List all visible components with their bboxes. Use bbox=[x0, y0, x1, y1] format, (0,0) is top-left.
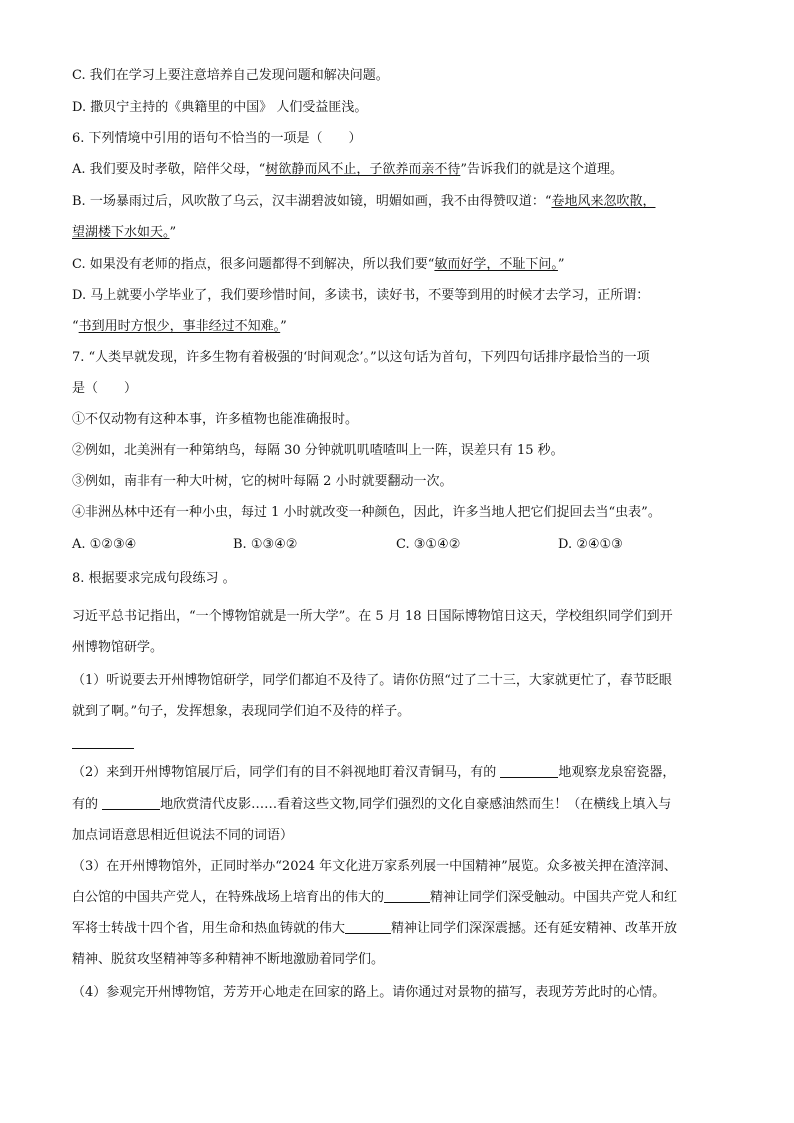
q7-stem-continued: 是（ ） bbox=[72, 381, 138, 396]
q5-option-c: C. 我们在学习上要注意培养自己发现问题和解决问题。 bbox=[72, 68, 389, 83]
q7-option-d: D. ②④①③ bbox=[558, 537, 623, 552]
q8-part3-text-c: 军将士转战十四个省，用生命和热血铸就的伟大 bbox=[72, 921, 346, 936]
fill-blank-2[interactable] bbox=[102, 796, 160, 810]
q8-stem: 8. 根据要求完成句段练习 。 bbox=[72, 571, 236, 586]
q7-option-a: A. ①②③④ bbox=[72, 537, 137, 552]
q6-option-a bbox=[72, 161, 623, 179]
q6-option-d-continued bbox=[72, 318, 287, 336]
q6-option-d-suffix: ” bbox=[280, 319, 287, 334]
q8-part3: （3）在开州博物馆外，正同时举办“2024 年文化进万家系列展一中国精神”展览。众多被关押在渣滓洞、 bbox=[72, 859, 677, 874]
q7-sentence-2: ②例如，北美洲有一种第纳鸟，每隔 30 分钟就叽叽喳喳叫上一阵，误差只有 15 秒。 bbox=[72, 443, 564, 458]
fill-blank-3[interactable] bbox=[384, 889, 430, 903]
q7-option-b: B. ①③④② bbox=[233, 537, 298, 552]
fill-blank-1[interactable] bbox=[500, 764, 558, 778]
q6-option-c bbox=[72, 256, 565, 274]
q8-intro: 习近平总书记指出，“一个博物馆就是一所大学”。在 5 月 18 日国际博物馆日这天，学校组织同学们到开 bbox=[72, 609, 673, 624]
q8-part2 bbox=[72, 764, 675, 782]
q6-option-b-quote-part1: 卷地风来忽吹散， bbox=[551, 194, 656, 209]
q6-option-b-continued bbox=[72, 224, 176, 242]
q8-part1: （1）听说要去开州博物馆研学，同学们都迫不及待了。请你仿照“过了二十三，大家就更忙了，春节眨眼 bbox=[72, 673, 672, 688]
q6-option-d-prefix: “ bbox=[72, 319, 79, 334]
q6-option-b-prefix: B. 一场暴雨过后，风吹散了乌云，汉丰湖碧波如镜，明媚如画，我不由得赞叹道：“ bbox=[72, 194, 552, 209]
q7-sentence-4: ④非洲丛林中还有一种小虫，每过 1 小时就改变一种颜色，因此，许多当地人把它们捉回去当“虫表”。 bbox=[72, 505, 661, 520]
q8-part2-text-d: 地欣赏清代皮影……看着这些文物,同学们强烈的文化自豪感油然而生！（在横线上填入与 bbox=[160, 797, 672, 812]
q6-option-a-suffix: ”告诉我们的就是这个道理。 bbox=[460, 162, 623, 177]
fill-blank-4[interactable] bbox=[345, 920, 391, 934]
q8-part4: （4）参观完开州博物馆，芳芳开心地走在回家的路上。请你通过对景物的描写，表现芳芳此时的心情。 bbox=[72, 985, 666, 1000]
answer-line[interactable] bbox=[72, 748, 134, 749]
q8-part3-text-b: 精神让同学们深受触动。中国共产党人和红 bbox=[430, 890, 678, 905]
q7-sentence-1: ①不仅动物有这种本事，许多植物也能准确报时。 bbox=[72, 412, 359, 427]
q7-stem: 7. “人类早就发现，许多生物有着极强的‘时间观念’。”以这句话为首句，下列四句话排序最恰当的一项 bbox=[72, 350, 650, 365]
q5-option-d: D. 撒贝宁主持的《典籍里的中国》 人们受益匪浅。 bbox=[72, 100, 368, 115]
q8-part3-line2 bbox=[72, 889, 677, 907]
q6-stem: 6. 下列情境中引用的语句不恰当的一项是（ ） bbox=[72, 131, 362, 146]
q6-option-c-suffix: ” bbox=[557, 257, 565, 272]
q6-option-d: D. 马上就要小学毕业了，我们要珍惜时间，多读书，读好书，不要等到用的时候才去学习，正所谓： bbox=[72, 288, 650, 303]
q6-option-b-quote-part2: 望湖楼下水如天。 bbox=[72, 225, 170, 240]
q8-intro-continued: 州博物馆研学。 bbox=[72, 640, 164, 655]
q8-part3-text-d: 精神让同学们深深震撼。还有延安精神、改革开放 bbox=[391, 921, 678, 936]
q8-part3-line4: 精神、脱贫攻坚精神等多种精神不断地激励着同学们。 bbox=[72, 952, 385, 967]
q6-option-d-quote: 书到用时方恨少，事非经过不知难。 bbox=[78, 319, 281, 334]
q6-option-c-prefix: C. 如果没有老师的指点，很多问题都得不到解决，所以我们要“ bbox=[72, 257, 435, 272]
q8-part2-text-c: 有的 bbox=[72, 797, 99, 812]
q6-option-b-suffix: ” bbox=[169, 225, 177, 240]
q8-part1-continued: 就到了啊。”句子，发挥想象，表现同学们迫不及待的样子。 bbox=[72, 704, 411, 719]
q6-option-c-quote: 敏而好学，不耻下问。 bbox=[434, 257, 558, 272]
q6-option-a-quote: 树欲静而风不止，子欲养而亲不待 bbox=[265, 162, 461, 177]
q8-part2-text-a: （2）来到开州博物馆展厅后，同学们有的目不斜视地盯着汉青铜马，有的 bbox=[72, 765, 497, 780]
q7-option-c: C. ③①④② bbox=[396, 537, 461, 552]
q8-part2-text-b: 地观察龙泉窑瓷器， bbox=[558, 765, 676, 780]
q8-part2-continued bbox=[72, 796, 671, 814]
q6-option-b bbox=[72, 193, 655, 211]
q6-option-a-prefix: A. 我们要及时孝敬，陪伴父母，“ bbox=[72, 162, 266, 177]
q8-part3-text-a: 白公馆的中国共产党人，在特殊战场上培育出的伟大的 bbox=[72, 890, 385, 905]
q7-sentence-3: ③例如，南非有一种大叶树，它的树叶每隔 2 小时就要翻动一次。 bbox=[72, 474, 453, 489]
q8-part2-instruction: 加点词语意思相近但说法不同的词语） bbox=[72, 828, 294, 843]
q8-part3-line3 bbox=[72, 920, 677, 938]
